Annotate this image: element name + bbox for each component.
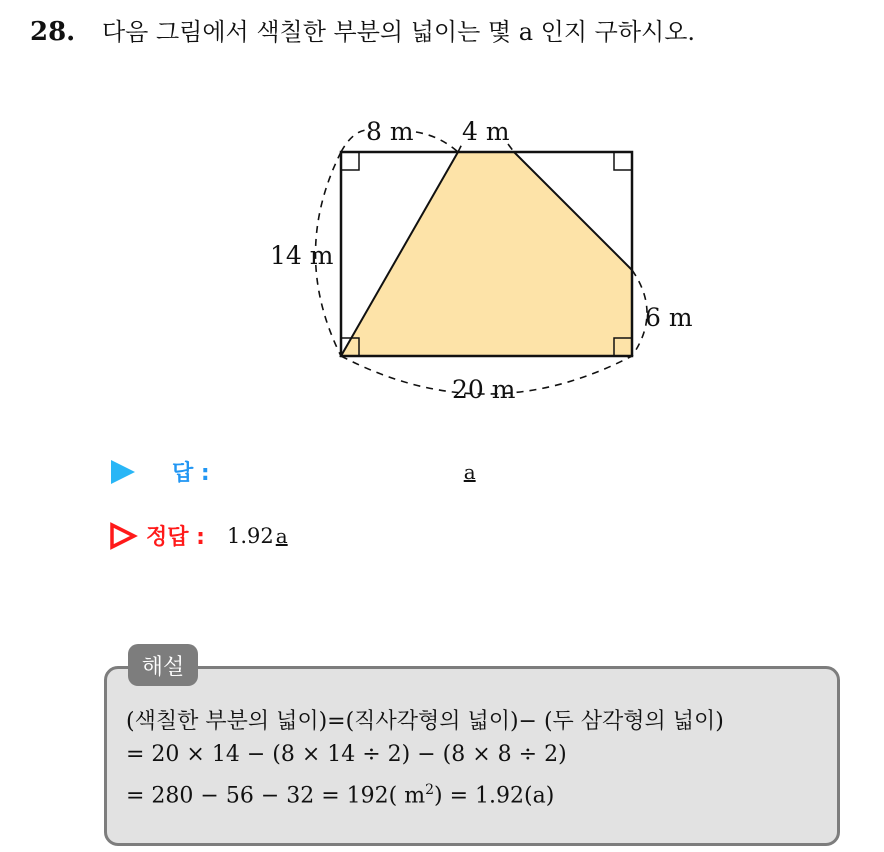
label-top-right: 4 m [462,117,510,146]
label-right: 6 m [645,303,693,332]
question-text: 다음 그림에서 색칠한 부분의 넓이는 몇 a 인지 구하시오. [102,18,696,46]
solution-line-2: = 20 × 14 − (8 × 14 ÷ 2) − (8 × 8 ÷ 2) [126,742,567,767]
correct-answer-row [108,520,288,551]
solution-tab: 해설 [128,644,198,686]
outline-triangle-icon [108,521,138,551]
play-triangle-icon [108,457,138,487]
label-bottom: 20 m [452,375,516,404]
answer-unit: a [463,459,476,484]
correct-answer-unit: a [275,523,288,548]
answer-label: 답 : [172,461,210,486]
solution-line-3 [126,782,554,808]
answer-row [108,456,476,487]
label-left: 14 m [270,241,334,270]
correct-answer-value: 1.92 [226,523,274,548]
solution-line-3-main: = 280 − 56 − 32 = 192( m [126,783,426,809]
solution-exponent: 2 [425,782,435,798]
label-top-left: 8 m [366,117,414,146]
shaded-region [341,152,632,356]
correct-answer-label: 정답 : [146,525,205,550]
solution-line-1: (색칠한 부분의 넓이)=(직사각형의 넓이)− (두 삼각형의 넓이) [126,709,724,734]
question-number: 28. [30,17,76,47]
solution-line-3-end: ) = 1.92(a) [434,783,555,809]
